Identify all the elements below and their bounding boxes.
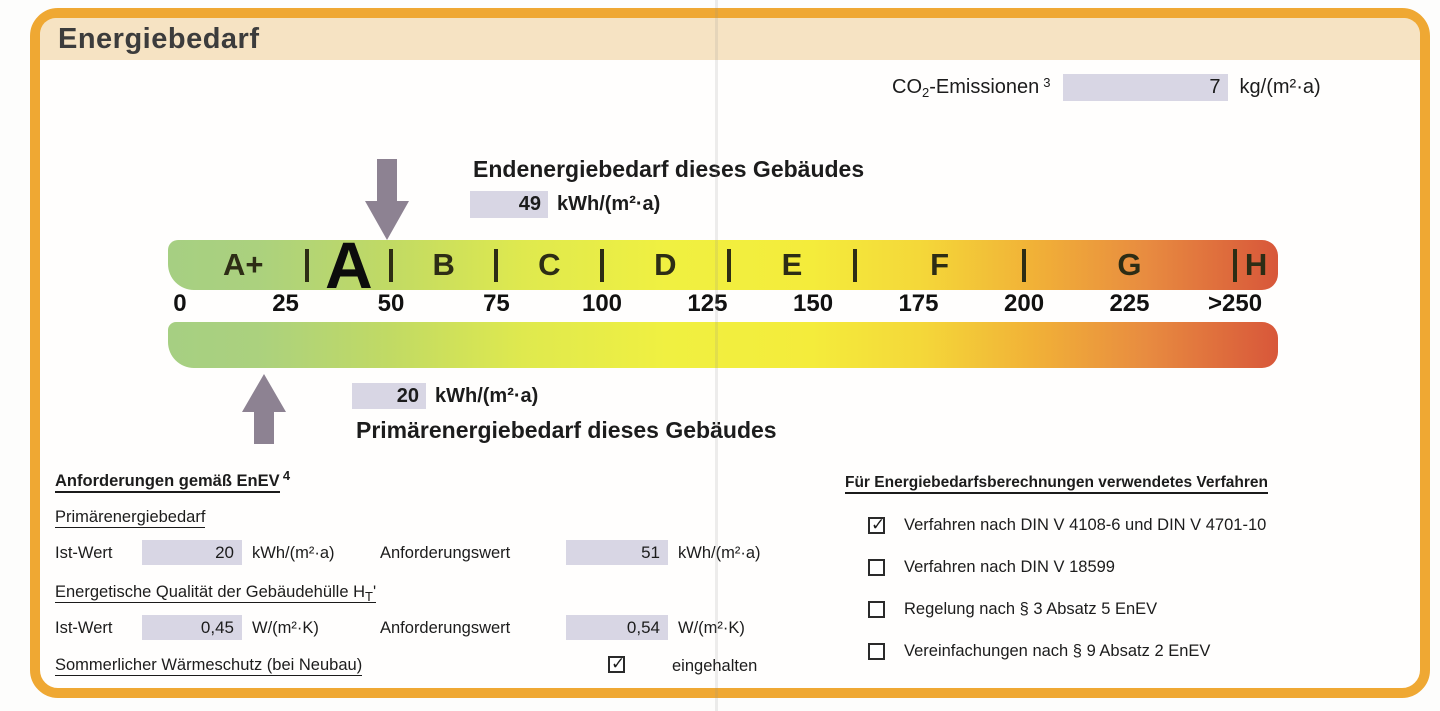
- requirements-footnote: 4: [282, 468, 291, 483]
- summer-protection-checkbox[interactable]: [608, 656, 625, 673]
- class-letter-E: E: [781, 247, 803, 282]
- tick-label-125: 125: [687, 290, 728, 317]
- procedure-option: [868, 599, 1266, 619]
- class-divider: [727, 249, 731, 282]
- procedure-option: [868, 641, 1266, 661]
- primary-ist-value-field: 20: [142, 540, 242, 565]
- class-letter-C: C: [538, 247, 561, 282]
- procedure-option-label: Verfahren nach DIN V 4108-6 und DIN V 4701-10: [904, 515, 1267, 534]
- primary-energy-marker-arrow-icon: [238, 374, 290, 444]
- end-energy-title: Endenergiebedarf dieses Gebäudes: [473, 156, 865, 182]
- summer-protection-label: Sommerlicher Wärmeschutz (bei Neubau): [55, 656, 363, 674]
- co2-unit: kg/(m²·a): [1239, 76, 1321, 98]
- procedure-option: [868, 557, 1266, 577]
- class-divider: [600, 249, 604, 282]
- procedure-options-list: [868, 515, 1266, 683]
- procedure-checkbox[interactable]: [868, 601, 885, 618]
- class-letter-A: A: [324, 228, 373, 302]
- primary-energy-value-row: [352, 383, 538, 409]
- tick-label-150: 150: [792, 290, 834, 317]
- envelope-ist-unit: W/(m²·K): [252, 619, 319, 637]
- procedure-option: [868, 515, 1266, 535]
- envelope-section: Energetische Qualität der Gebäudehülle $H_T'$: [55, 583, 377, 604]
- class-divider: [853, 249, 857, 282]
- procedure-heading: Für Energiebedarfsberechnungen verwendetes Verfahren: [845, 474, 1268, 492]
- procedure-option-label: Verfahren nach DIN V 18599: [904, 557, 1115, 576]
- tick-label-100: 100: [581, 290, 623, 317]
- summer-protection-status: eingehalten: [672, 657, 758, 675]
- end-energy-value-field: 49: [470, 191, 548, 218]
- class-divider: [305, 249, 309, 282]
- co2-footnote: 3: [1043, 75, 1051, 90]
- procedure-option-label: Vereinfachungen nach § 9 Absatz 2 EnEV: [904, 641, 1211, 660]
- procedure-checkbox[interactable]: [868, 643, 885, 660]
- co2-value-field: 7: [1063, 74, 1228, 101]
- primary-ist-unit: kWh/(m²·a): [252, 544, 335, 562]
- procedure-checkbox[interactable]: [868, 517, 885, 534]
- section-header: [40, 18, 1420, 60]
- procedure-option-label: Regelung nach § 3 Absatz 5 EnEV: [904, 599, 1158, 618]
- class-letter-H: H: [1244, 247, 1268, 282]
- primary-req-value-field: 51: [566, 540, 668, 565]
- class-letter-A+: A+: [223, 247, 264, 282]
- tick-label-0: 0: [173, 290, 187, 317]
- energy-class-scale: [168, 228, 1278, 302]
- class-divider: [389, 249, 393, 282]
- class-letter-B: B: [432, 247, 455, 282]
- requirements-heading: Anforderungen gemäß EnEV $^4$: [55, 468, 290, 491]
- certificate-frame: [30, 8, 1430, 698]
- tick-label-75: 75: [483, 290, 510, 317]
- tick-label->250: >250: [1208, 290, 1263, 317]
- envelope-req-label: Anforderungswert: [380, 619, 511, 637]
- end-energy-value-row: [470, 191, 660, 218]
- tick-label-200: 200: [1004, 290, 1045, 317]
- envelope-ist-value-field: 0,45: [142, 615, 242, 640]
- class-divider: [1233, 249, 1237, 282]
- primary-requirement-section: Primärenergiebedarf: [55, 508, 206, 526]
- primary-energy-value-field: 20: [352, 383, 426, 409]
- tick-label-50: 50: [377, 290, 405, 317]
- primary-ist-label: Ist-Wert: [55, 544, 113, 562]
- primary-req-unit: kWh/(m²·a): [678, 544, 761, 562]
- class-divider: [494, 249, 498, 282]
- envelope-ist-label: Ist-Wert: [55, 619, 113, 637]
- class-letter-F: F: [930, 247, 950, 282]
- co2-label: $CO_2$-Emissionen $^3$: [892, 75, 1051, 100]
- class-letter-G: G: [1117, 247, 1142, 282]
- co2-emissions-row: [892, 74, 1321, 101]
- procedure-checkbox[interactable]: [868, 559, 885, 576]
- tick-label-225: 225: [1109, 290, 1150, 317]
- tick-label-25: 25: [272, 290, 299, 317]
- primary-energy-scale: [168, 322, 1278, 368]
- primary-energy-unit: kWh/(m²·a): [435, 384, 539, 407]
- primary-req-label: Anforderungswert: [380, 544, 511, 562]
- end-energy-unit: kWh/(m²·a): [557, 193, 661, 215]
- class-divider: [1022, 249, 1026, 282]
- primary-energy-title: Primärenergiebedarf dieses Gebäudes: [356, 417, 777, 443]
- envelope-req-value-field: 0,54: [566, 615, 668, 640]
- page-title: Energiebedarf: [58, 23, 260, 55]
- class-letter-D: D: [654, 247, 677, 282]
- tick-label-175: 175: [898, 290, 939, 317]
- envelope-req-unit: W/(m²·K): [678, 619, 745, 637]
